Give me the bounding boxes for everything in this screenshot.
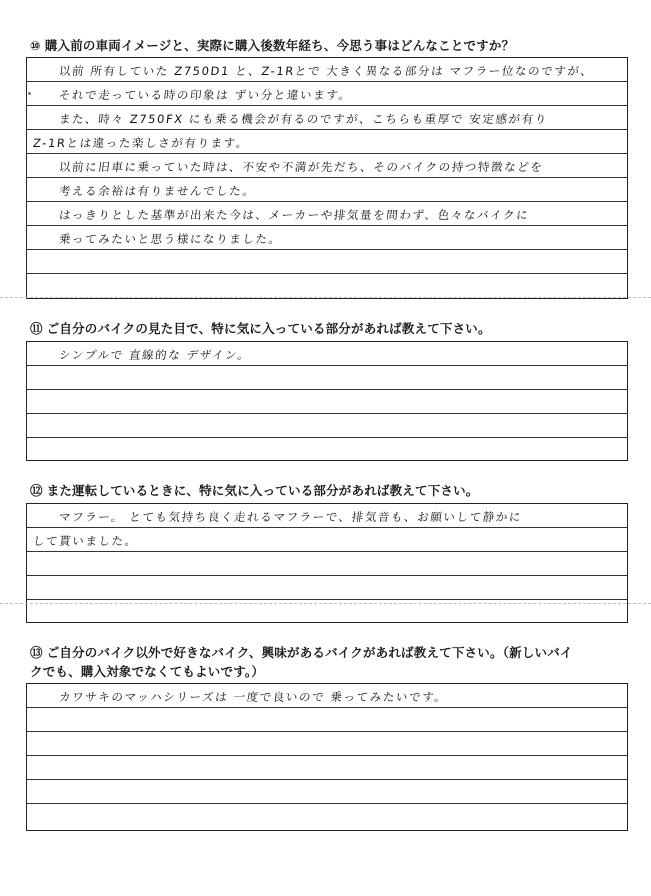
answer-box-11 <box>26 341 628 461</box>
answer-line <box>27 226 627 250</box>
question-13 <box>30 643 630 681</box>
handwritten-answer: 考える余裕は有りませんでした。 <box>58 184 257 198</box>
question-11 <box>30 319 630 338</box>
scan-speck <box>28 92 31 95</box>
question-text: ご自分のバイクの見た目で、特に気に入っている部分があれば教えて下さい。 <box>46 321 491 336</box>
handwritten-answer: 以前 所有していた Z750D1 と、Z-1Rとで 大きく異なる部分は マフラー位なのですが、 <box>58 64 595 78</box>
answer-line <box>27 414 627 438</box>
answer-line <box>27 154 627 178</box>
answer-box-10 <box>26 57 628 299</box>
fold-line <box>0 603 651 604</box>
question-number: ⑪ <box>30 321 43 336</box>
answer-line <box>27 438 627 460</box>
question-12 <box>30 481 630 500</box>
question-text: 購入前の車両イメージと、実際に購入後数年経ち、今思う事はどんなことですか？ <box>44 38 515 53</box>
question-text-line-1: ご自分のバイク以外で好きなバイク、興味があるバイクがあれば教えて下さい。（新しいバイ <box>46 645 573 660</box>
question-text-line-2: クでも、購入対象でなくてもよいです。） <box>30 664 265 679</box>
answer-line <box>27 576 627 600</box>
answer-line <box>27 504 627 528</box>
handwritten-answer: それで走っている時の印象は ずい分と違います。 <box>58 88 353 102</box>
answer-line <box>27 780 627 804</box>
answer-line <box>27 732 627 756</box>
answer-line <box>27 366 627 390</box>
handwritten-answer: Z-1Rとは違った楽しさが有ります。 <box>32 136 250 150</box>
question-text: また運転しているときに、特に気に入っている部分があれば教えて下さい。 <box>46 483 479 498</box>
answer-line <box>27 684 627 708</box>
handwritten-answer: シンプルで 直線的な デザイン。 <box>58 348 252 362</box>
handwritten-answer: はっきりとした基準が出来た今は、メーカーや排気量を問わず、色々なバイクに <box>58 208 530 222</box>
answer-line <box>27 250 627 274</box>
handwritten-answer: 乗ってみたいと思う様になりました。 <box>58 232 283 246</box>
answer-line <box>27 82 627 106</box>
question-number: ⑬ <box>30 645 43 660</box>
answer-line <box>27 390 627 414</box>
fold-line <box>0 297 651 298</box>
question-10 <box>30 36 630 55</box>
handwritten-answer: 以前に旧車に乗っていた時は、不安や不満が先だち、そのバイクの持つ特徴などを <box>58 160 545 174</box>
answer-line <box>27 130 627 154</box>
handwritten-answer: カワサキのマッハシリーズは 一度で良いので 乗ってみたいです。 <box>58 690 449 704</box>
answer-box-13 <box>26 683 628 831</box>
answer-line <box>27 178 627 202</box>
answer-line <box>27 106 627 130</box>
answer-line <box>27 274 627 298</box>
answer-line <box>27 342 627 366</box>
question-number: ⑫ <box>30 483 43 498</box>
answer-line <box>27 528 627 552</box>
answer-line <box>27 202 627 226</box>
handwritten-answer: また、時々 Z750FX にも乗る機会が有るのですが、こちらも重厚で 安定感が有り <box>58 112 549 126</box>
handwritten-answer: して貰いました。 <box>32 534 139 548</box>
answer-line <box>27 804 627 830</box>
answer-line <box>27 708 627 732</box>
handwritten-answer: マフラー。 とても気持ち良く走れるマフラーで、排気音も、お願いして静かに <box>58 510 523 524</box>
answer-box-12 <box>26 503 628 623</box>
answer-line <box>27 756 627 780</box>
question-number: ⑩ <box>30 38 41 53</box>
answer-line <box>27 552 627 576</box>
answer-line <box>27 58 627 82</box>
